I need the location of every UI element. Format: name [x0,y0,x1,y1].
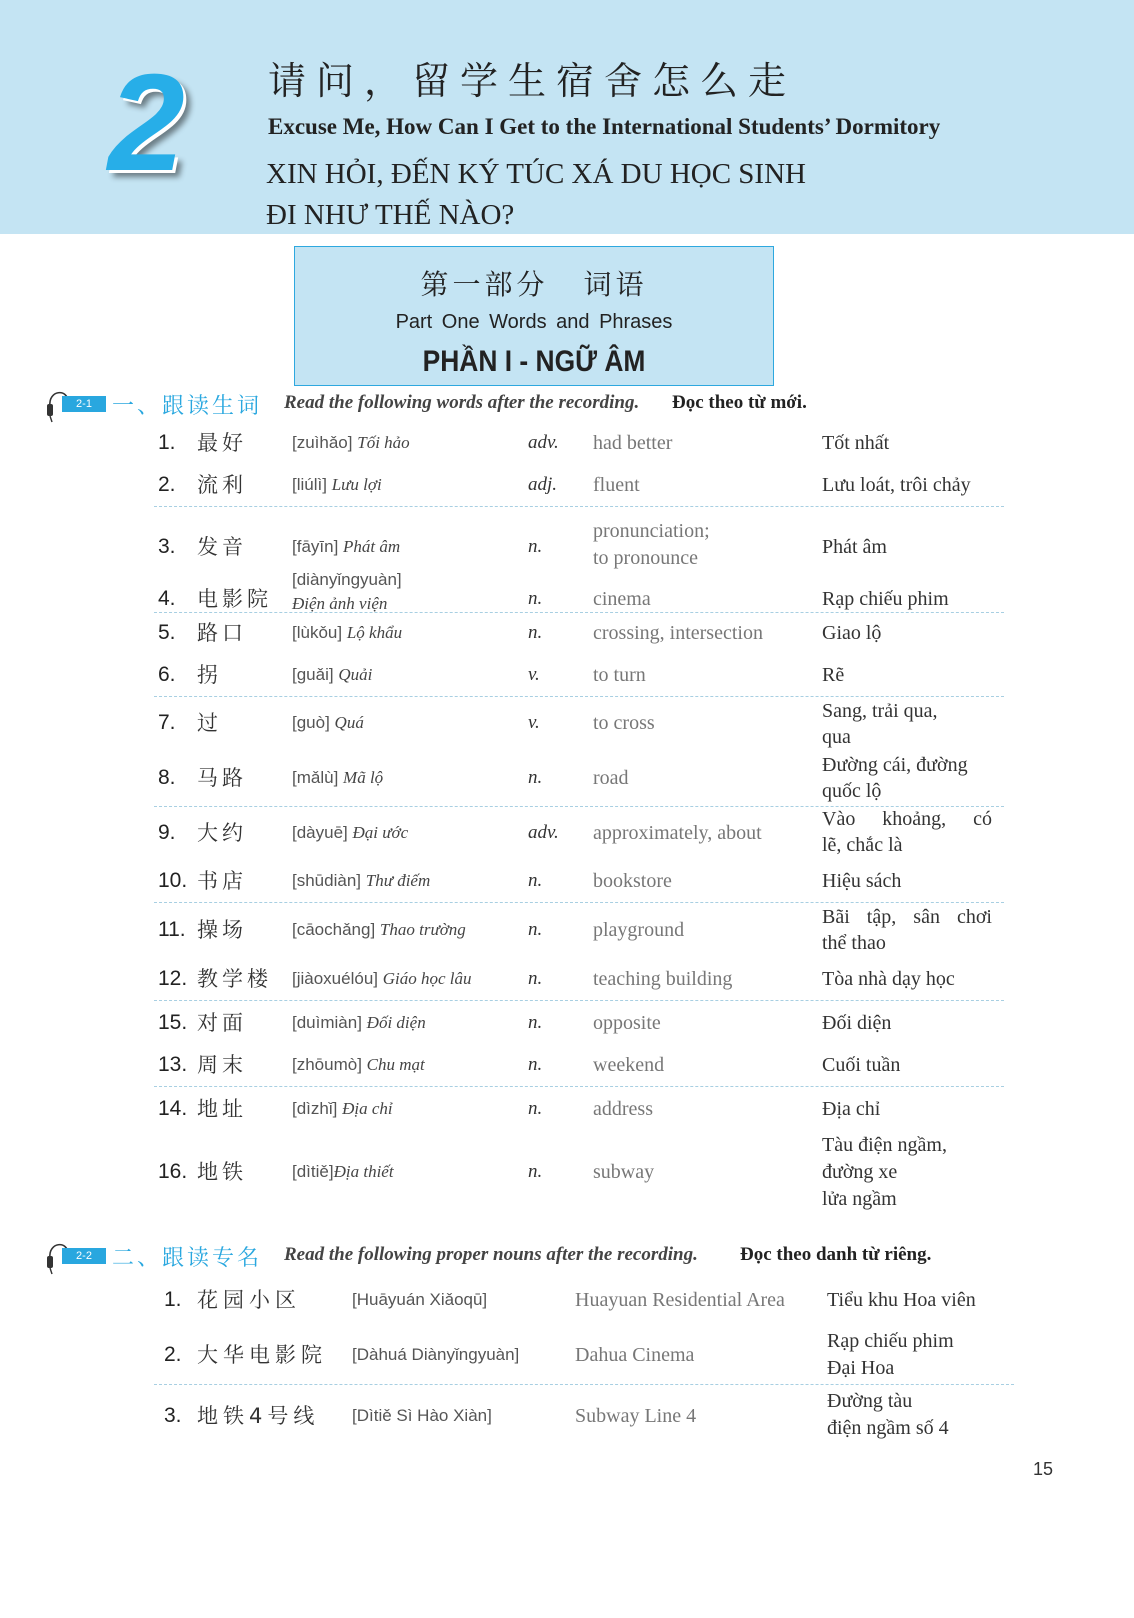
meaning-en: bookstore [593,870,672,892]
sino-vietnamese: Điện ảnh viện [292,594,388,613]
meaning-vi: Đường cái, đường quốc lộ [822,754,968,802]
sino-vietnamese: Đối diện [366,1013,426,1032]
part-title-vi: PHẦN I - NGỮ ÂM [422,345,646,378]
word-pinyin: [cāochǎng] Thao trường [292,920,466,939]
meaning-vi: Tốt nhất [822,432,890,454]
word-pinyin: [zuìhǎo] Tối hảo [292,433,410,452]
sino-vietnamese: Địa chỉ [342,1099,393,1118]
part-of-speech: n. [528,622,543,643]
word-zh: 流利 [197,473,247,497]
section-instruction-vi: Đọc theo từ mới. [672,392,807,413]
noun-pinyin: [Dàhuá Diànyǐngyuàn] [352,1345,520,1364]
part-of-speech: n. [528,767,543,788]
section-instruction-en: Read the following proper nouns after the recording. [284,1244,698,1265]
section-instruction-en: Read the following words after the recording. [284,392,640,413]
meaning-vi: Rạp chiếu phim [822,588,949,610]
meaning-vi: Phát âm [822,536,887,558]
part-of-speech: n. [528,968,543,989]
word-zh: 电影院 [197,587,272,611]
part-of-speech: n. [528,919,543,940]
item-number: 3. [158,535,176,558]
word-zh: 马路 [197,766,247,790]
item-number: 16. [158,1160,188,1183]
word-zh: 地址 [197,1097,247,1121]
row-divider [154,612,1004,613]
meaning-en: opposite [593,1012,661,1034]
word-zh: 拐 [197,663,222,687]
noun-zh: 大华电影院 [197,1343,327,1367]
meaning-vi: Giao lộ [822,622,882,644]
section-instruction-vi: Đọc theo danh từ riêng. [740,1244,932,1265]
meaning-en: playground [593,919,685,941]
sino-vietnamese: Địa thiết [333,1162,394,1181]
row-divider [154,902,1004,903]
meaning-vi: Vào khoảng, có lẽ, chắc là [822,808,992,856]
sino-vietnamese: Giáo học lâu [382,969,472,988]
meaning-vi: Đường tàu điện ngầm số 4 [827,1390,949,1439]
item-number: 4. [158,587,176,610]
word-zh: 教学楼 [197,967,272,991]
meaning-en: Subway Line 4 [575,1405,697,1427]
part-of-speech: v. [528,664,540,685]
section-title-zh: 一、跟读生词 [112,394,263,419]
meaning-en: to cross [593,712,655,734]
item-number: 1. [158,431,176,454]
item-number: 14. [158,1097,188,1120]
meaning-en: subway [593,1161,655,1183]
meaning-vi: Địa chỉ [822,1098,881,1120]
word-pinyin: [fāyīn] Phát âm [292,537,401,556]
meaning-en: approximately, about [593,822,762,844]
item-number: 2. [158,473,176,496]
noun-zh: 花园小区 [197,1288,301,1312]
item-number: 11. [158,918,186,941]
sino-vietnamese: Thư điếm [365,871,431,890]
meaning-en: crossing, intersection [593,622,763,644]
part-of-speech: n. [528,588,543,609]
sino-vietnamese: Chu mạt [366,1055,425,1074]
sino-vietnamese: Thao trường [379,920,466,939]
sino-vietnamese: Lưu lợi [331,475,382,494]
meaning-vi: Lưu loát, trôi chảy [822,474,971,496]
meaning-en: weekend [593,1054,665,1076]
meaning-en: cinema [593,588,651,610]
part-of-speech: n. [528,870,543,891]
noun-zh: 地铁4号线 [197,1404,320,1428]
word-pinyin: [dìtiě]Địa thiết [292,1162,394,1181]
word-pinyin: [diànyǐngyuàn] Điện ảnh viện [292,570,402,613]
word-zh: 大约 [197,821,247,845]
item-number: 2. [164,1343,182,1366]
word-pinyin: [mǎlù] Mã lộ [292,768,384,787]
sino-vietnamese: Tối hảo [357,433,410,452]
lesson-title-en: Excuse Me, How Can I Get to the International Students’ Dormitory [268,114,941,139]
word-pinyin: [dìzhǐ] Địa chỉ [292,1099,393,1118]
word-zh: 周末 [197,1053,247,1077]
word-pinyin: [guò] Quá [292,713,364,732]
lesson-title-vi-line1: XIN HỎI, ĐẾN KÝ TÚC XÁ DU HỌC SINH [266,158,806,190]
part-of-speech: n. [528,1161,543,1182]
sino-vietnamese: Đại ước [352,823,409,842]
audio-track-badge[interactable]: 2-2 [62,1248,106,1264]
part-title-zh: 第一部分 词语 [420,268,648,301]
lesson-title-zh: 请问，留学生宿舍怎么走 [268,59,797,103]
meaning-en: to turn [593,664,646,686]
item-number: 3. [164,1404,182,1427]
part-title-en: Part One Words and Phrases [395,311,673,333]
word-zh: 过 [197,711,222,735]
part-title-box [294,246,774,386]
page-number: 15 [1033,1459,1054,1479]
part-of-speech: n. [528,536,543,557]
audio-track-badge[interactable]: 2-1 [62,396,106,412]
meaning-en: pronunciation; to pronounce [593,520,710,569]
sino-vietnamese: Quá [334,713,364,732]
word-zh: 发音 [197,535,247,559]
meaning-vi: Rẽ [822,664,845,686]
meaning-vi: Hiệu sách [822,870,902,892]
lesson-number: 2 [108,46,185,200]
word-pinyin: [guǎi] Quải [292,665,373,684]
word-pinyin: [shūdiàn] Thư điếm [292,871,431,890]
meaning-en: road [593,767,629,789]
item-number: 10. [158,869,188,892]
word-zh: 路口 [197,621,247,645]
word-zh: 最好 [197,431,247,455]
meaning-vi: Bãi tập, sân chơi thể thao [822,906,992,954]
word-pinyin: [dàyuē] Đại ước [292,823,409,842]
meaning-en: fluent [593,474,640,496]
word-pinyin: [liúlì] Lưu lợi [292,475,382,494]
sino-vietnamese: Mã lộ [343,768,384,787]
item-number: 1. [164,1288,182,1311]
item-number: 7. [158,711,176,734]
part-of-speech: adv. [528,822,559,843]
meaning-en: Dahua Cinema [575,1344,695,1366]
word-pinyin: [lùkǒu] Lộ khẩu [292,623,403,642]
row-divider [154,1086,1004,1087]
part-of-speech: adj. [528,474,558,495]
meaning-en: address [593,1098,653,1120]
meaning-vi: Tàu điện ngầm, đường xe lửa ngầm [822,1134,947,1210]
meaning-vi: Tiểu khu Hoa viên [827,1289,976,1311]
item-number: 9. [158,821,176,844]
part-of-speech: n. [528,1054,543,1075]
item-number: 12. [158,967,188,990]
row-divider [154,1000,1004,1001]
item-number: 13. [158,1053,188,1076]
row-divider [154,696,1004,697]
meaning-vi: Đối diện [822,1012,892,1034]
word-zh: 地铁 [197,1160,247,1184]
item-number: 6. [158,663,176,686]
sino-vietnamese: Lộ khẩu [346,623,403,642]
part-of-speech: n. [528,1012,543,1033]
lesson-header [0,0,1134,234]
noun-pinyin: [Dìtiě Sì Hào Xiàn] [352,1406,492,1425]
section-title-zh: 二、跟读专名 [112,1246,263,1271]
word-pinyin: [jiàoxuélóu] Giáo học lâu [292,969,472,988]
item-number: 15. [158,1011,188,1034]
item-number: 5. [158,621,176,644]
meaning-vi: Sang, trải qua, qua [822,700,938,748]
item-number: 8. [158,766,176,789]
row-divider [154,506,1004,507]
meaning-en: Huayuan Residential Area [575,1289,785,1311]
part-of-speech: v. [528,712,540,733]
meaning-vi: Cuối tuần [822,1054,901,1076]
word-zh: 操场 [197,918,247,942]
word-zh: 书店 [197,869,247,893]
word-zh: 对面 [197,1011,247,1035]
sino-vietnamese: Quải [338,665,373,684]
part-of-speech: n. [528,1098,543,1119]
word-pinyin: [duìmiàn] Đối diện [292,1013,426,1032]
part-of-speech: adv. [528,432,559,453]
meaning-vi: Rạp chiếu phim Đại Hoa [827,1330,954,1379]
row-divider [154,1384,1014,1385]
meaning-vi: Tòa nhà dạy học [822,968,955,990]
sino-vietnamese: Phát âm [343,537,401,556]
lesson-title-vi-line2: ĐI NHƯ THẾ NÀO? [266,199,515,231]
noun-pinyin: [Huāyuán Xiǎoqū] [352,1290,488,1309]
section-vocabulary-heading [0,392,1134,422]
meaning-en: teaching building [593,968,733,990]
section-proper-nouns-heading [0,1244,1134,1274]
meaning-en: had better [593,432,673,454]
word-pinyin: [zhōumò] Chu mạt [292,1055,425,1074]
